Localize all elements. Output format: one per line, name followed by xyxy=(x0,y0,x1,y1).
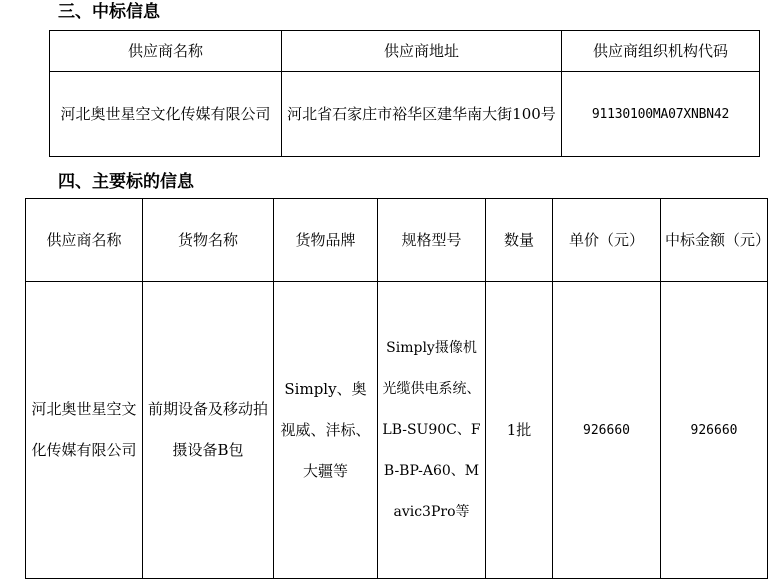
section-4-title: 四、主要标的信息 xyxy=(58,172,194,192)
table-row xyxy=(50,72,760,157)
cell-supplier-name: 河北奥世星空文化传媒有限公司 xyxy=(50,72,282,157)
winner-info-table xyxy=(49,30,760,157)
header-unit-price: 单价（元） xyxy=(553,199,661,282)
section-3-title: 三、中标信息 xyxy=(58,2,160,22)
header-supplier-name: 供应商名称 xyxy=(50,31,282,72)
header-goods-name: 货物名称 xyxy=(143,199,274,282)
cell-supplier-address: 河北省石家庄市裕华区建华南大街100号 xyxy=(282,72,562,157)
header-spec: 规格型号 xyxy=(378,199,486,282)
cell-award-amount: 926660 xyxy=(661,282,768,579)
cell-goods-name: 前期设备及移动拍摄设备B包 xyxy=(143,282,274,579)
table-header-row xyxy=(50,31,760,72)
header-supplier-address: 供应商地址 xyxy=(282,31,562,72)
header-org-code: 供应商组织机构代码 xyxy=(562,31,760,72)
cell-quantity: 1批 xyxy=(486,282,553,579)
header-award-amount: 中标金额（元） xyxy=(661,199,768,282)
table-header-row xyxy=(26,199,768,282)
header-supplier-name: 供应商名称 xyxy=(26,199,143,282)
cell-supplier-name: 河北奥世星空文化传媒有限公司 xyxy=(26,282,143,579)
header-brand: 货物品牌 xyxy=(274,199,378,282)
items-info-table xyxy=(25,198,771,579)
cell-unit-price: 926660 xyxy=(553,282,661,579)
cell-brand: Simply、奥视威、沣标、大疆等 xyxy=(274,282,378,579)
cell-org-code: 91130100MA07XNBN42 xyxy=(562,72,760,157)
header-quantity: 数量 xyxy=(486,199,553,282)
table-row xyxy=(26,282,768,579)
cell-spec: Simply摄像机光缆供电系统、LB-SU90C、FB-BP-A60、Mavic3Pro等 xyxy=(378,282,486,579)
